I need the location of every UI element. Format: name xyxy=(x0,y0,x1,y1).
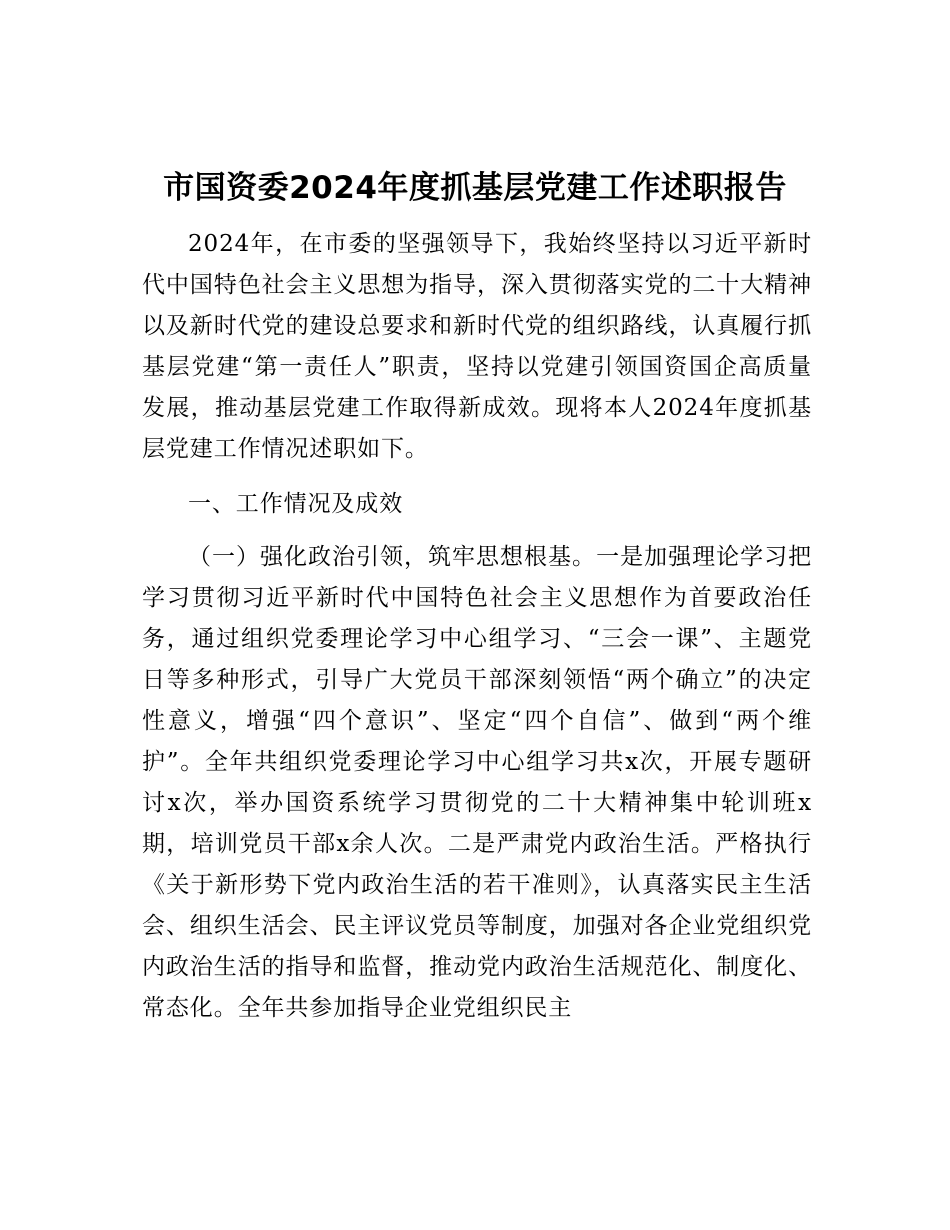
intro-paragraph: 2024年，在市委的坚强领导下，我始终坚持以习近平新时代中国特色社会主义思想为指导，深入贯彻落实党的二十大精神以及新时代党的建设总要求和新时代党的组织路线，认真履行抓基层党建“第一责任人”职责，坚持以党建引领国资国企高质量发展，推动基层党建工作取得新成效。现将本人2024年度抓基层党建工作情况述职如下。 xyxy=(142,231,812,462)
section-heading: 一、工作情况及成效 xyxy=(188,491,404,517)
document-title: 市国资委2024年度抓基层党建工作述职报告 xyxy=(163,170,787,206)
document-body xyxy=(142,224,812,1029)
section-paragraph: （一）强化政治引领，筑牢思想根基。一是加强理论学习把学习贯彻习近平新时代中国特色社会主义思想作为首要政治任务，通过组织党委理论学习中心组学习、“三会一课”、主题党日等多种形式，引导广大党员干部深刻领悟“两个确立”的决定性意义，增强“四个意识”、坚定“四个自信”、做到“两个维护”。全年共组织党委理论学习中心组学习共x次，开展专题研讨x次，举办国资系统学习贯彻党的二十大精神集中轮训班x期，培训党员干部x余人次。二是严肃党内政治生活。严格执行《关于新形势下党内政治生活的若干准则》，认真落实民主生活会、组织生活会、民主评议党员等制度，加强对各企业党组织党内政治生活的指导和监督，推动党内政治生活规范化、制度化、常态化。全年共参加指导企业党组织民主 xyxy=(142,544,812,1021)
